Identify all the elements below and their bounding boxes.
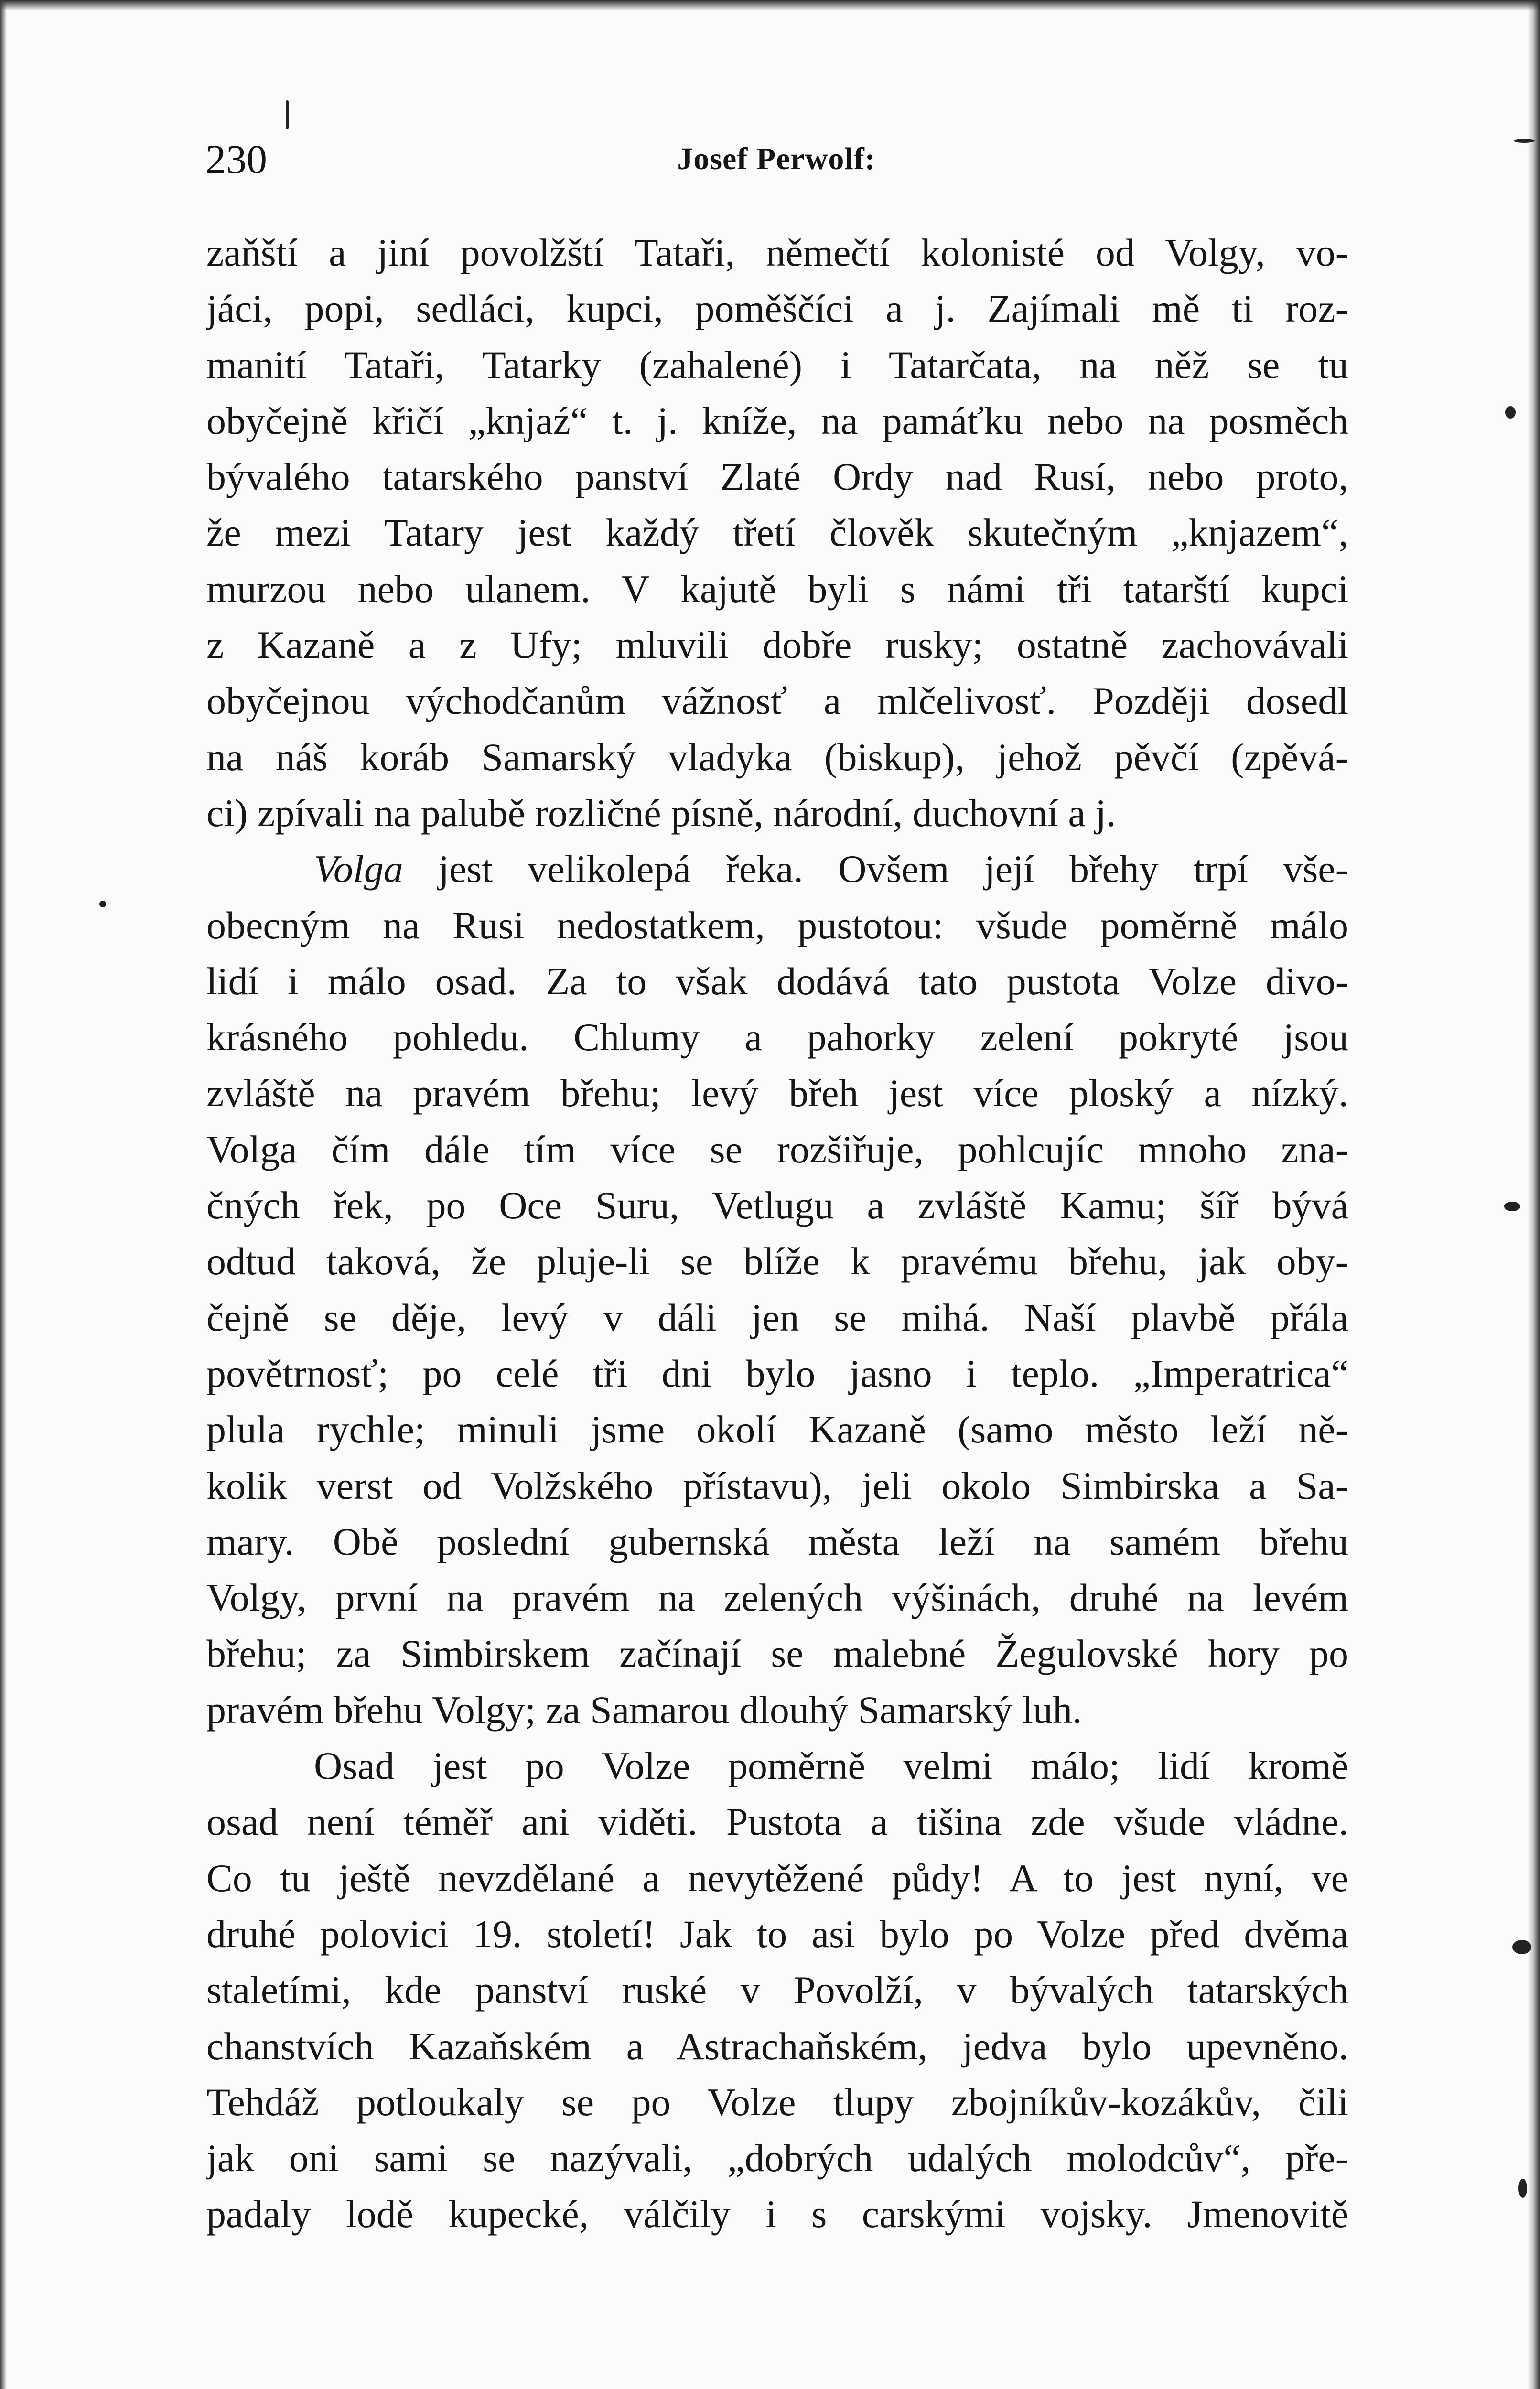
scan-speck bbox=[1504, 1202, 1520, 1211]
body-text bbox=[206, 225, 1348, 2242]
text-line: obyčejnou východčanům vážnosť a mlčelivosť. Později dosedl bbox=[206, 679, 1348, 723]
text-line: obecným na Rusi nedostatkem, pustotou: všude poměrně málo bbox=[206, 903, 1348, 947]
text-line: lidí i málo osad. Za to však dodává tato pustota Volze divo- bbox=[206, 959, 1348, 1003]
scan-speck bbox=[286, 100, 289, 129]
scan-speck bbox=[99, 901, 106, 907]
paragraph-start-line: Osad jest po Volze poměrně velmi málo; lidí kromě bbox=[314, 1744, 1348, 1788]
text-line: manití Tataři, Tatarky (zahalené) i Tatarčata, na něž se tu bbox=[206, 343, 1348, 387]
text-line-rest: jest velikolepá řeka. Ovšem její břehy trpí vše- bbox=[403, 847, 1348, 891]
text-line: z Kazaně a z Ufy; mluvili dobře rusky; ostatně zachovávali bbox=[206, 623, 1348, 667]
scan-speck bbox=[1514, 139, 1535, 143]
text-line: obyčejně křičí „knjaź“ t. j. kníže, na pamáťku nebo na posměch bbox=[206, 398, 1348, 442]
scan-shadow-top bbox=[0, 0, 1540, 11]
text-line: ci) zpívali na palubě rozličné písně, národní, duchovní a j. bbox=[206, 791, 1116, 835]
scan-speck bbox=[1505, 406, 1516, 419]
text-line: Co tu ještě nevzdělané a nevytěžené půdy! A to jest nyní, ve bbox=[206, 1856, 1348, 1900]
text-line: plula rychle; minuli jsme okolí Kazaně (samo město leží ně- bbox=[206, 1408, 1348, 1452]
scan-speck bbox=[1512, 1940, 1531, 1954]
text-line: povětrnosť; po celé tři dni bylo jasno i teplo. „Imperatrica“ bbox=[206, 1351, 1348, 1395]
scan-shadow-right bbox=[1528, 0, 1540, 2389]
text-line: Volga čím dále tím více se rozšiřuje, pohlcujíc mnoho zna- bbox=[206, 1127, 1348, 1171]
text-line: krásného pohledu. Chlumy a pahorky zelení pokryté jsou bbox=[206, 1015, 1348, 1059]
scan-speck bbox=[1518, 2179, 1527, 2198]
text-line: chanstvích Kazaňském a Astrachaňském, jedva bylo upevněno. bbox=[206, 2024, 1348, 2068]
text-line: jak oni sami se nazývali, „dobrých udalých molodcův“, pře- bbox=[206, 2136, 1348, 2180]
text-line: mary. Obě poslední gubernská města leží na samém břehu bbox=[206, 1519, 1348, 1563]
running-head: Josef Perwolf: bbox=[677, 141, 876, 176]
text-line: padaly lodě kupecké, válčily i s carskými vojsky. Jmenovitě bbox=[206, 2192, 1348, 2236]
italic-term: Volga bbox=[314, 847, 403, 891]
text-line: zaňští a jiní povolžští Tataři, němečtí kolonisté od Volgy, vo- bbox=[206, 231, 1348, 274]
scan-shadow-left bbox=[0, 0, 7, 2389]
text-line: staletími, kde panství ruské v Povolží, v bývalých tatarských bbox=[206, 1968, 1348, 2012]
text-line: Volgy, první na pravém na zelených výšinách, druhé na levém bbox=[206, 1576, 1348, 1620]
page-number: 230 bbox=[205, 136, 267, 182]
text-line: čných řek, po Oce Suru, Vetlugu a zvláště Kamu; šíř bývá bbox=[206, 1184, 1348, 1227]
text-line: murzou nebo ulanem. V kajutě byli s námi tři tatarští kupci bbox=[206, 567, 1348, 611]
text-line: kolik verst od Volžského přístavu), jeli okolo Simbirska a Sa- bbox=[206, 1464, 1348, 1507]
text-line: osad není téměř ani viděti. Pustota a tišina zde všude vládne. bbox=[206, 1800, 1348, 1844]
text-line: bývalého tatarského panství Zlaté Ordy nad Rusí, nebo proto, bbox=[206, 455, 1348, 499]
text-line: čejně se děje, levý v dáli jen se mihá. Naší plavbě přála bbox=[206, 1295, 1348, 1339]
text-line: pravém břehu Volgy; za Samarou dlouhý Samarský luh. bbox=[206, 1688, 1082, 1732]
text-line: že mezi Tatary jest každý třetí člověk skutečným „knjazem“, bbox=[206, 511, 1348, 555]
text-line: druhé polovici 19. století! Jak to asi bylo po Volze před dvěma bbox=[206, 1912, 1348, 1956]
text-line: Tehdáž potloukaly se po Volze tlupy zbojníkův-kozákův, čili bbox=[206, 2080, 1348, 2124]
page-header bbox=[205, 128, 1347, 190]
text-line: zvláště na pravém břehu; levý břeh jest více ploský a nízký. bbox=[206, 1071, 1348, 1115]
text-line: břehu; za Simbirskem začínají se malebné Žegulovské hory po bbox=[206, 1632, 1348, 1676]
paragraph-start-line bbox=[206, 841, 1348, 897]
text-line: odtud taková, že pluje-li se blíže k pravému břehu, jak oby- bbox=[206, 1239, 1348, 1283]
text-line: jáci, popi, sedláci, kupci, poměščíci a j. Zajímali mě ti roz- bbox=[206, 287, 1348, 331]
text-line: na náš koráb Samarský vladyka (biskup), jehož pěvčí (zpěvá- bbox=[206, 735, 1348, 779]
